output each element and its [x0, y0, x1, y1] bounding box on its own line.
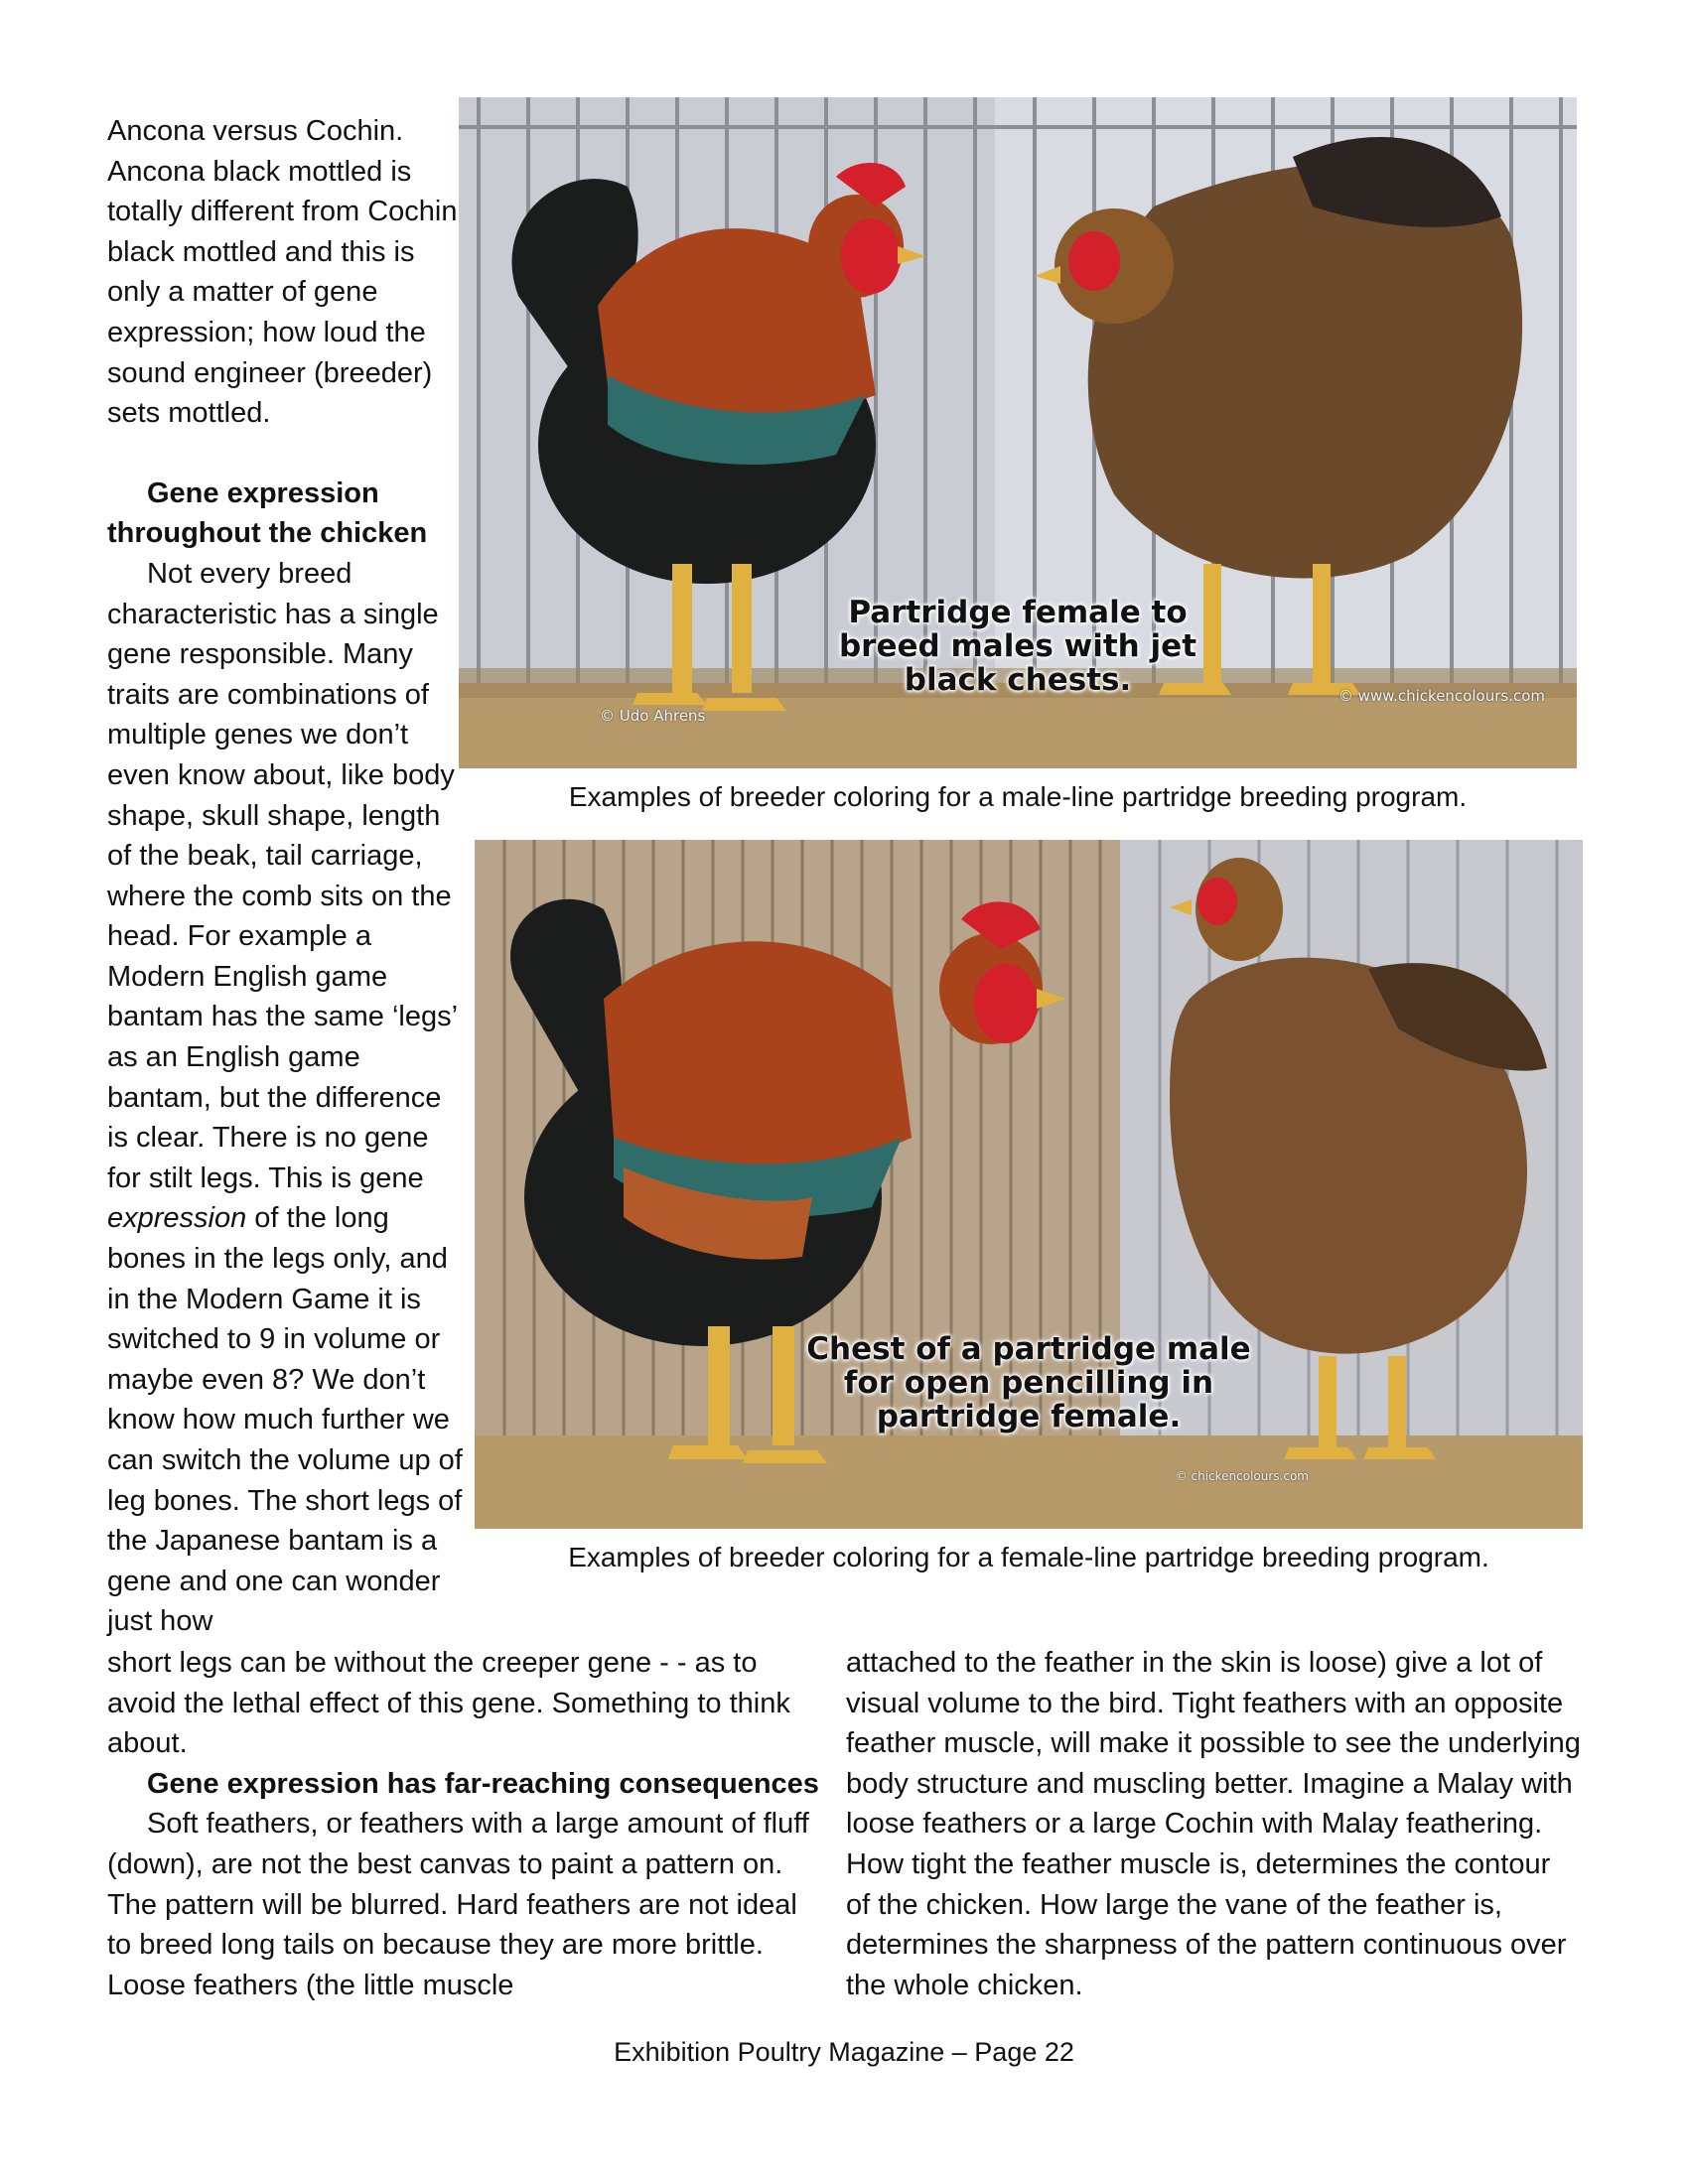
emphasis-expression: expression [107, 1202, 247, 1235]
page-footer: Exhibition Poultry Magazine – Page 22 [614, 2037, 1074, 2067]
overlay-line-3: partridge female. [876, 1399, 1182, 1434]
overlay-line-2: for open pencilling in [843, 1365, 1214, 1401]
bottom-left-column [107, 1643, 822, 2005]
photo-2-overlay-text [475, 1332, 1583, 1433]
photo-2-caption: Examples of breeder coloring for a female-line partridge breeding program. [568, 1542, 1489, 1572]
paragraph-feather-muscle: attached to the feather in the skin is loose) give a lot of visual volume to the bird. Tight feathers with an opposite feather muscle, will make it possible to see the underlying body structure and muscling better. Imagine a Malay with loose feathers or a large Cochin with Malay feathering. How tight the feather muscle is, determines the contour of the chicken. How large the vane of the feather is, determines the sharpness of the pattern continuous over the whole chicken. [846, 1647, 1581, 2001]
paragraph-soft-feathers: Soft feathers, or feathers with a large amount of fluff (down), are not the best canvas to paint a pattern on. The pattern will be blurred. Hard feathers are not ideal to breed long tails on because they are more brittle. Loose feathers (the little muscle [107, 1808, 809, 2001]
overlay-line-1: Partridge female to [848, 595, 1188, 630]
left-column [107, 111, 465, 1642]
photo-1-caption: Examples of breeder coloring for a male-line partridge breeding program. [568, 781, 1468, 812]
photo-1-overlay-text [459, 596, 1577, 697]
paragraph-text-part1: Not every breed characteristic has a single gene responsible. Many traits are combinations of multiple genes we don’t even know about, like body shape, skull shape, length of the beak, tail carriage, where the comb sits on the head. For example a Modern English game bantam has the same ‘legs’ as an English game bantam, but the difference is clear. There is no gene for stilt legs. This is gene [107, 557, 457, 1194]
paragraph-ancona: Ancona versus Cochin. Ancona black mottled is totally different from Cochin black mottled and this is only a matter of gene expression; how loud the sound engineer (breeder) sets mottled. [107, 115, 458, 430]
photo-credit-right: © www.chickencolours.com [1337, 687, 1545, 705]
heading-far-reaching-consequences: Gene expression has far-reaching consequences [147, 1767, 819, 1800]
photo-male-line-breeders [459, 97, 1577, 768]
photo-credit-right: © chickencolours.com [1175, 1469, 1309, 1483]
photo-female-line-breeders [475, 840, 1583, 1529]
paragraph-text-part2: of the long bones in the legs only, and in the Modern Game it is switched to 9 in volume or maybe even 8? We don’t know how much further we can switch the volume up of leg bones. The short legs of the Japanese bantam is a gene and one can wonder just how [107, 1202, 463, 1638]
bottom-right-column [846, 1643, 1581, 2005]
paragraph-creeper-gene: short legs can be without the creeper gene - - as to avoid the lethal effect of this gene. Something to think about. [107, 1647, 790, 1760]
overlay-line-2: breed males with jet [838, 628, 1197, 664]
heading-gene-expression-throughout: Gene expression throughout the chicken [107, 477, 428, 550]
overlay-line-1: Chest of a partridge male [806, 1331, 1251, 1367]
overlay-line-3: black chests. [904, 662, 1132, 698]
photo-credit-left: © Udo Ahrens [600, 707, 706, 725]
paragraph-breed-characteristic [107, 554, 465, 1642]
